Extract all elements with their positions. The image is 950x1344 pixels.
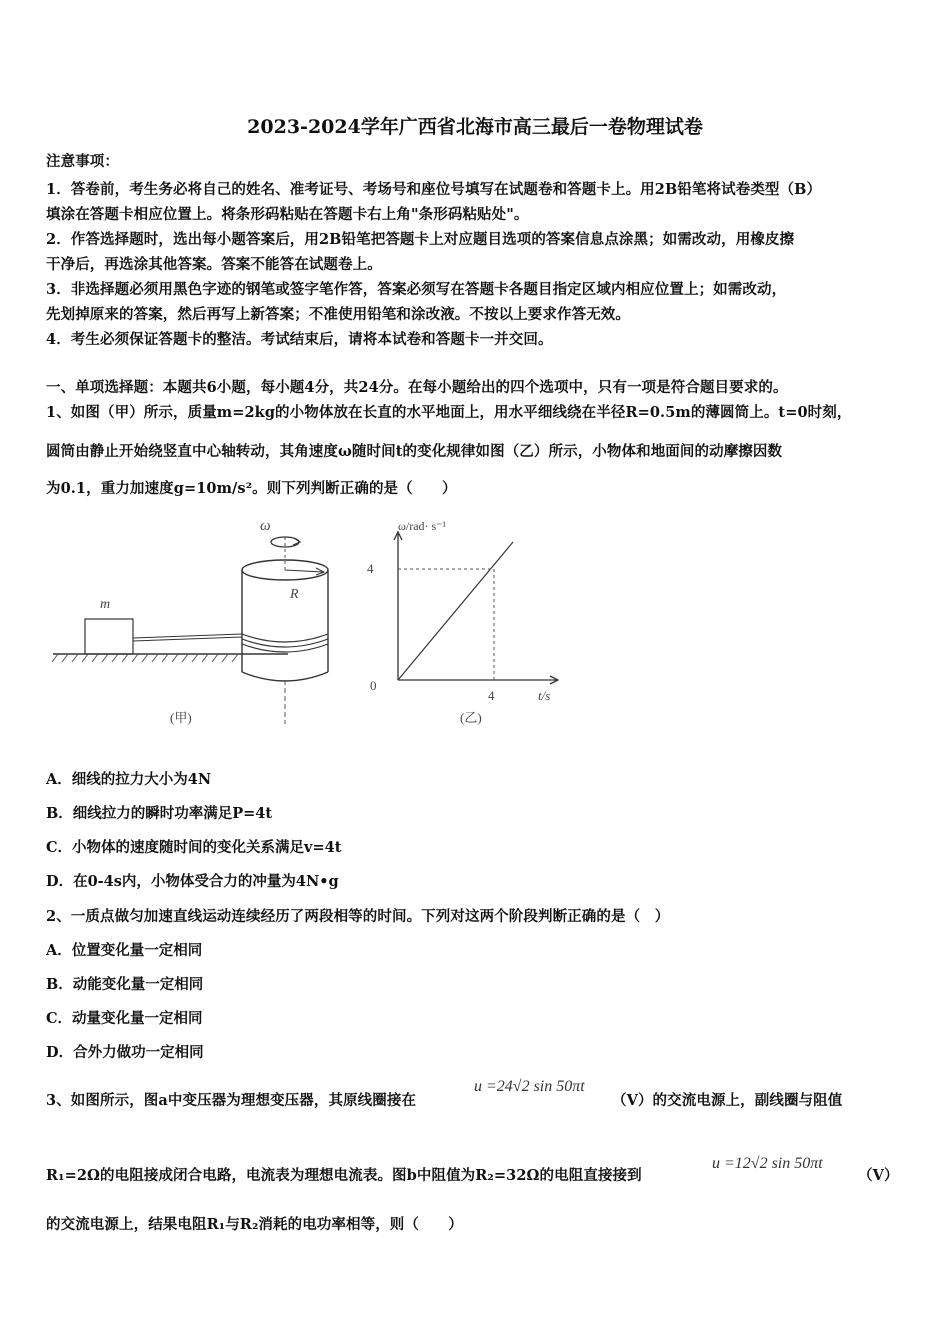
label-R: R: [290, 587, 299, 602]
q2-stem: 2、一质点做匀加速直线运动连续经历了两段相等的时间。下列对这两个阶段判断正确的是（ ）: [46, 908, 670, 925]
q1-stem-line: 1、如图（甲）所示，质量m=2kg的小物体放在长直的水平地面上，用水平细线绕在半径R=0.5m的薄圆筒上。t=0时刻，: [46, 404, 852, 421]
q2-option-c: C．动量变化量一定相同: [46, 1010, 203, 1027]
q3-stem-part: R₁=2Ω的电阻接成闭合电路，电流表为理想电流表。图b中阻值为R₂=32Ω的电阻直接接到: [46, 1167, 642, 1184]
q3-stem-part: 的交流电源上，结果电阻R₁与R₂消耗的电功率相等，则（ ）: [46, 1216, 463, 1233]
label-omega: ω: [260, 518, 271, 534]
notice-line: 填涂在答题卡相应位置上。将条形码粘贴在答题卡右上角"条形码粘贴处"。: [46, 206, 529, 223]
notice-line: 先划掉原来的答案，然后再写上新答案；不准使用铅笔和涂改液。不按以上要求作答无效。: [46, 306, 630, 323]
q1-stem-line: 圆筒由静止开始绕竖直中心轴转动，其角速度ω随时间t的变化规律如图（乙）所示，小物体和地面间的动摩擦因数: [46, 443, 783, 460]
y-tick-label: 4: [367, 561, 374, 576]
x-tick-label: 4: [488, 688, 495, 703]
caption-jia: (甲): [170, 710, 192, 725]
caption-yi: (乙): [460, 710, 482, 725]
q1-option-a: A．细线的拉力大小为4N: [46, 771, 212, 788]
origin-label: 0: [370, 678, 377, 693]
figure-yi: [367, 519, 558, 725]
notice-line: 1．答卷前，考生务必将自己的姓名、准考证号、考场号和座位号填写在试题卷和答题卡上。用2B铅笔将试卷类型（B）: [46, 181, 822, 198]
notice-line: 3．非选择题必须用黑色字迹的钢笔或签字笔作答，答案必须写在答题卡各题目指定区域内相应位置上；如需改动，: [46, 281, 787, 298]
q1-option-c: C．小物体的速度随时间的变化关系满足v=4t: [46, 839, 342, 856]
q2-option-d: D．合外力做功一定相同: [46, 1044, 204, 1061]
q1-option-b: B．细线拉力的瞬时功率满足P=4t: [46, 805, 273, 822]
section-heading: 一、单项选择题：本题共6小题，每小题4分，共24分。在每小题给出的四个选项中，只有一项是符合题目要求的。: [46, 379, 788, 396]
notice-line: 4．考生必须保证答题卡的整洁。考试结束后，请将本试卷和答题卡一并交回。: [46, 331, 553, 348]
y-axis-label: ω/rad· s⁻¹: [398, 519, 447, 533]
notice-heading: 注意事项：: [46, 153, 119, 170]
q3-stem-part: 3、如图所示，图a中变压器为理想变压器，其原线圈接在: [46, 1092, 417, 1109]
x-axis-label: t/s: [538, 688, 551, 703]
q3-formula: u =12√2 sin 50πt: [712, 1155, 823, 1172]
q3-formula: u =24√2 sin 50πt: [474, 1078, 585, 1095]
q2-option-a: A．位置变化量一定相同: [46, 942, 203, 959]
notice-line: 2．作答选择题时，选出每小题答案后，用2B铅笔把答题卡上对应题目选项的答案信息点涂黑；如需改动，用橡皮擦: [46, 231, 795, 248]
block: [85, 619, 133, 654]
q3-stem-part: （V）: [858, 1167, 899, 1184]
notice-line: 干净后，再选涂其他答案。答案不能答在试题卷上。: [46, 256, 382, 273]
q1-option-d: D．在0-4s内，小物体受合力的冲量为4N•g: [46, 873, 339, 890]
page-title: 2023-2024学年广西省北海市高三最后一卷物理试卷: [247, 116, 703, 138]
q2-option-b: B．动能变化量一定相同: [46, 976, 204, 993]
label-m: m: [100, 597, 111, 612]
omega-line: [398, 542, 513, 680]
q3-stem-part: （V）的交流电源上，副线圈与阻值: [612, 1092, 843, 1109]
figure-jia: [52, 518, 328, 725]
q1-stem-line: 为0.1，重力加速度g=10m/s²。则下列判断正确的是（ ）: [46, 480, 457, 497]
q1-figure: [48, 512, 608, 737]
